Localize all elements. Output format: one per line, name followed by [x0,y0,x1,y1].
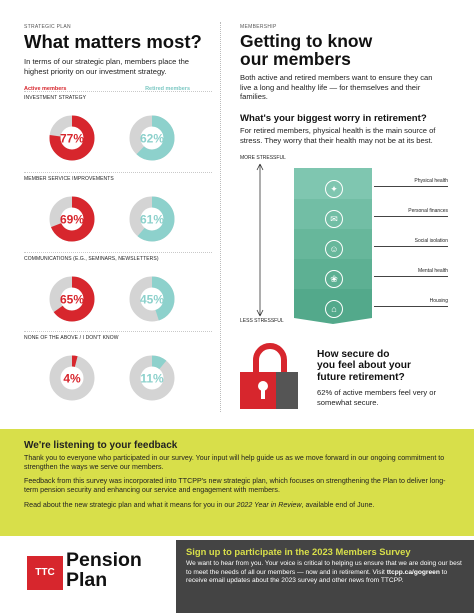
feedback-p3: Read about the new strategic plan and what it means for you in our 2022 Year in Review, available end of June. [24,501,375,509]
right-intro: Both active and retired members want to ensure they can live a long and healthy life — for themselves and their families. [240,73,433,102]
brain-icon: ❀ [325,270,343,288]
less-stressful-label: LESS STRESSFUL [240,318,284,324]
worry-text: For retired members, physical health is the main source of stress. They worry that their health may not be at its best. [240,126,436,145]
active-donut [42,189,102,249]
worry-label: Mental health [417,268,448,274]
worry-label: Social isolation [414,238,448,244]
padlock-icon [236,340,306,410]
active-donut [42,348,102,408]
survey-title: Sign up to participate in the 2023 Members Survey [186,546,411,557]
category-label: INVESTMENT STRATEGY [24,95,86,101]
survey-text: We want to hear from you. Your voice is critical to helping us ensure that we are doing our best to meet the needs of all our members — now and in retirement. Visit ttcpp.ca/gogreen to receive email updates about the 2023 survey and other news from TTCPP. [186,560,462,585]
worry-leader-line [374,246,448,247]
left-intro: In terms of our strategic plan, members place the highest priority on our investment strategy. [24,57,190,76]
stress-axis [254,162,266,320]
retired-donut-value: 11% [140,371,164,386]
worry-label: Personal finances [408,208,448,214]
category-label: MEMBER SERVICE IMPROVEMENTS [24,176,114,182]
active-donut-value: 69% [59,212,85,227]
legend-active: Active members [24,86,67,92]
retired-donut [122,348,182,408]
retired-donut-value: 61% [139,212,165,227]
category-divider [24,172,212,173]
retired-donut [122,189,182,249]
column-divider [220,22,221,412]
category-divider [24,331,212,332]
active-donut-value: 4% [63,371,81,386]
worry-title: What's your biggest worry in retirement? [240,113,427,124]
retired-donut [122,269,182,329]
category-label: NONE OF THE ABOVE / I DON'T KNOW [24,335,119,341]
feedback-p2: Feedback from this survey was incorporated into TTCPP's new strategic plan, which focuses on strengthening the Plan to deliver long-term pension security and enhancing our service and engagement with members. [24,477,446,494]
ttc-logo-mark: TTC [27,556,63,590]
active-donut-value: 77% [59,131,85,146]
right-title-line1: Getting to know [240,31,373,51]
category-label: COMMUNICATIONS (E.G., SEMINARS, NEWSLETTERS) [24,256,159,262]
strategic-plan-kicker: STRATEGIC PLAN [24,24,71,30]
legend-retired: Retired members [145,86,190,92]
active-donut [42,269,102,329]
category-divider [24,91,212,92]
feedback-title: We're listening to your feedback [24,440,178,451]
secure-title: How secure do you feel about your future retirement? [317,349,411,383]
active-donut [42,108,102,168]
money-envelope-icon: ✉ [325,210,343,228]
worry-leader-line [374,216,448,217]
house-icon: ⌂ [325,300,343,318]
right-title-line2: our members [240,49,351,69]
retired-donut [122,108,182,168]
pension-plan-wordmark: Pension Plan [66,549,142,591]
year-in-review-link[interactable]: 2022 Year in Review [236,501,302,509]
person-icon: ☺ [325,240,343,258]
worry-leader-line [374,276,448,277]
category-divider [24,252,212,253]
retired-donut-value: 45% [139,292,165,307]
worry-label: Physical health [414,178,448,184]
active-donut-value: 65% [59,292,85,307]
worry-leader-line [374,306,448,307]
more-stressful-label: MORE STRESSFUL [240,155,286,161]
worry-label: Housing [429,298,448,304]
retired-donut-value: 62% [139,131,165,146]
left-title: What matters most? [24,31,202,52]
secure-text: 62% of active members feel very or somewhat secure. [317,388,437,407]
feedback-p1: Thank you to everyone who participated in our survey. Your input will help guide us as we move forward in our ongoing commitment to strengthen the ways we serve our members. [24,454,445,471]
gogreen-link[interactable]: ttcpp.ca/gogreen [386,568,440,576]
running-person-icon: ✦ [325,180,343,198]
membership-kicker: MEMBERSHIP [240,24,277,30]
worry-leader-line [374,186,448,187]
